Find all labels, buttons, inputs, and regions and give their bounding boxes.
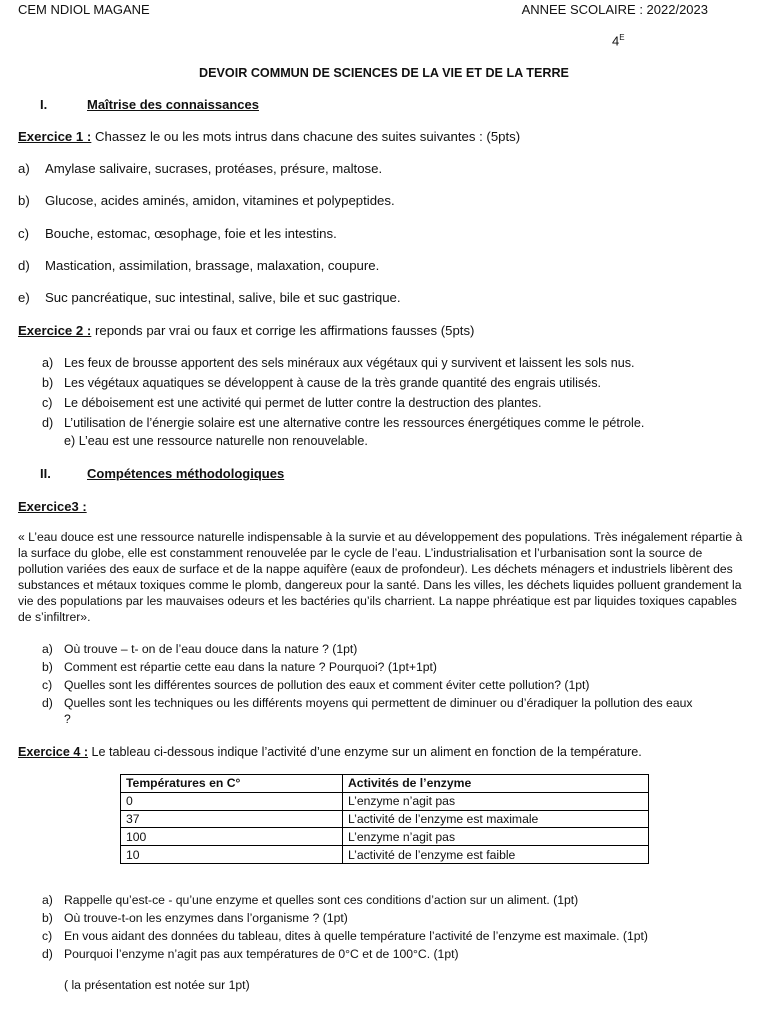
question-text: Comment est répartie cette eau dans la nature ? Pourquoi? (1pt+1pt): [64, 660, 437, 674]
school-name: CEM NDIOL MAGANE: [18, 2, 150, 17]
table-row: [121, 846, 649, 864]
question-letter: a): [42, 642, 53, 656]
item-text: Les végétaux aquatiques se développent à cause de la très grande quantité des engrais utilisés.: [64, 376, 601, 390]
question-letter: c): [42, 678, 53, 692]
exercise-4-question: [42, 893, 578, 907]
question-letter: b): [42, 660, 53, 674]
exercise-1-instruction: Chassez le ou les mots intrus dans chacune des suites suivantes : (5pts): [91, 129, 521, 144]
question-letter: d): [42, 696, 53, 710]
question-letter: a): [42, 893, 53, 907]
section-1-title: Maîtrise des connaissances: [87, 97, 259, 112]
question-text: Rappelle qu’est-ce - qu’une enzyme et quelles sont ces conditions d’action sur un aliment. (1pt): [64, 893, 579, 907]
grade-level: [612, 33, 625, 48]
column-header-activity: Activités de l’enzyme: [343, 775, 649, 793]
exercise-2-item-e: e) L’eau est une ressource naturelle non renouvelable.: [64, 434, 368, 448]
question-text: Quelles sont les différentes sources de pollution des eaux et comment éviter cette pollution? (1pt): [64, 678, 590, 692]
table-cell-temperature: 0: [121, 792, 343, 810]
section-2-title: Compétences méthodologiques: [87, 466, 285, 481]
exercise-2-instruction: reponds par vrai ou faux et corrige les affirmations fausses (5pts): [91, 323, 475, 338]
table-header-row: [121, 775, 649, 793]
exercise-1-item: [18, 258, 379, 273]
item-text: Glucose, acides aminés, amidon, vitamines et polypeptides.: [45, 193, 395, 208]
item-letter: e): [18, 290, 30, 305]
exercise-1-label: Exercice 1 :: [18, 129, 92, 144]
table-cell-temperature: 100: [121, 828, 343, 846]
school-year: ANNEE SCOLAIRE : 2022/2023: [521, 2, 708, 17]
exercise-4-question: [42, 947, 459, 961]
item-letter: b): [18, 193, 30, 208]
exercise-2-item: [42, 376, 601, 390]
exam-title: DEVOIR COMMUN DE SCIENCES DE LA VIE ET DE LA TERRE: [199, 66, 569, 80]
table-row: [121, 810, 649, 828]
item-letter: c): [42, 396, 53, 410]
table-row: [121, 792, 649, 810]
exercise-3-question: [42, 642, 357, 656]
table-cell-temperature: 10: [121, 846, 343, 864]
question-text: Quelles sont les techniques ou les différents moyens qui permettent de diminuer ou d’éradiquer la pollution des eaux: [64, 696, 693, 710]
item-text: L’utilisation de l’énergie solaire est une alternative contre les ressources énergétiques comme le pétrole.: [64, 416, 645, 430]
item-text: Bouche, estomac, œsophage, foie et les intestins.: [45, 226, 337, 241]
exercise-4-heading: [18, 745, 642, 759]
exercise-3-question: [42, 678, 590, 692]
exercise-2-item: [42, 356, 635, 370]
item-text: Mastication, assimilation, brassage, malaxation, coupure.: [45, 258, 380, 273]
exercise-2-item: [42, 396, 541, 410]
item-text: Suc pancréatique, suc intestinal, salive, bile et suc gastrique.: [45, 290, 401, 305]
table-cell-activity: L’activité de l’enzyme est maximale: [343, 810, 649, 828]
item-letter: a): [18, 161, 30, 176]
question-letter: c): [42, 929, 53, 943]
exercise-4-question: [42, 911, 348, 925]
item-text: Les feux de brousse apportent des sels minéraux aux végétaux qui y survivent et laissent les sols nus.: [64, 356, 635, 370]
question-text: En vous aidant des données du tableau, dites à quelle température l’activité de l’enzyme est maximale. (1pt): [64, 929, 648, 943]
item-text: Amylase salivaire, sucrases, protéases, présure, maltose.: [45, 161, 383, 176]
exercise-3-text: « L’eau douce est une ressource naturelle indispensable à la survie et au développement des populations. Très inégalement répartie à la surface du globe, elle est constamment renouvelée par le cycle de l’eau. L’industrialisation et l’urbanisation sont la source de pollution variées des eaux de surface et de la nappe aquifère (eaux de profondeur). Les déchets ménagers et industriels libèrent des substances et métaux toxiques comme le plomb, dangereux pour la santé. Dans les villes, les déchets liquides polluent grandement la vie des populations par les mauvaises odeurs et les bactéries qu’ils charrient. La nappe phréatique est par liquides toxiques capables de s’infiltrer».: [18, 530, 743, 625]
exercise-2-heading: [18, 323, 474, 338]
question-text: Où trouve-t-on les enzymes dans l’organisme ? (1pt): [64, 911, 348, 925]
table-cell-activity: L’activité de l’enzyme est faible: [343, 846, 649, 864]
exercise-1-item: [18, 290, 401, 305]
table-cell-activity: L’enzyme n’agit pas: [343, 792, 649, 810]
exercise-4-question: [42, 929, 648, 943]
item-text: Le déboisement est une activité qui permet de lutter contre la destruction des plantes.: [64, 396, 542, 410]
exercise-3-label: Exercice3 :: [18, 499, 87, 514]
exercise-3-question-d-end: ?: [64, 712, 71, 726]
table-cell-activity: L’enzyme n’agit pas: [343, 828, 649, 846]
presentation-note: ( la présentation est notée sur 1pt): [64, 978, 250, 992]
grade-number: 4: [612, 33, 620, 49]
table-cell-temperature: 37: [121, 810, 343, 828]
section-1-number: I.: [40, 97, 48, 112]
exercise-1-item: [18, 161, 382, 176]
item-letter: c): [18, 226, 29, 241]
item-letter: a): [42, 356, 54, 370]
question-letter: d): [42, 947, 53, 961]
exercise-3-question: [42, 696, 693, 710]
exercise-3-question: [42, 660, 437, 674]
column-header-temperature: Températures en C°: [121, 775, 343, 793]
exercise-4-label: Exercice 4 :: [18, 745, 89, 759]
item-letter: d): [18, 258, 30, 273]
enzyme-activity-table: [120, 774, 649, 864]
table-row: [121, 828, 649, 846]
exercise-2-label: Exercice 2 :: [18, 323, 92, 338]
exercise-2-item: [42, 416, 644, 430]
grade-superscript: E: [619, 33, 625, 42]
exercise-4-instruction: Le tableau ci-dessous indique l’activité d’une enzyme sur un aliment en fonction de la température.: [88, 745, 642, 759]
item-letter: d): [42, 416, 54, 430]
exercise-1-item: [18, 193, 395, 208]
exercise-1-heading: [18, 129, 520, 144]
question-letter: b): [42, 911, 53, 925]
item-letter: b): [42, 376, 54, 390]
exercise-1-item: [18, 226, 337, 241]
question-text: Pourquoi l’enzyme n’agit pas aux températures de 0°C et de 100°C. (1pt): [64, 947, 459, 961]
section-2-number: II.: [40, 466, 51, 481]
question-text: Où trouve – t- on de l’eau douce dans la nature ? (1pt): [64, 642, 358, 656]
